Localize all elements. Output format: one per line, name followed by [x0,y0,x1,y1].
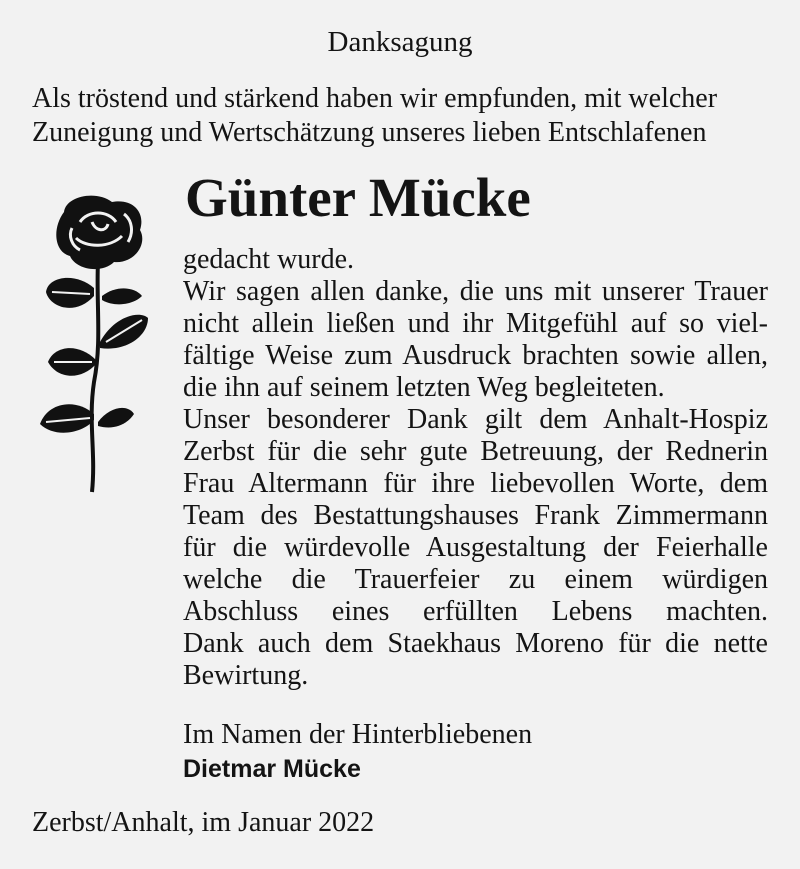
body-line: die ihn auf seinem letzten Weg begleiteten. [183,372,665,403]
body-line: für die würdevolle Ausgestaltung der Feierhalle [183,532,768,563]
body-line: Zerbst für die sehr gute Betreuung, der Rednerin [183,436,768,467]
rose-icon [36,192,156,502]
body-line: fältige Weise zum Ausdruck brachten sowie allen, [183,340,768,371]
body-line: Wir sagen allen danke, die uns mit unserer Trauer [183,276,768,307]
body-line: Unser besonderer Dank gilt dem Anhalt-Hospiz [183,404,768,435]
notice-heading: Danksagung [327,26,473,58]
body-line: gedacht wurde. [183,244,355,275]
body-line: nicht allein ließen und ihr Mitgefühl auf so viel- [183,308,768,339]
body-line: Bewirtung. [183,660,309,691]
body-line: welche die Trauerfeier zu einem würdigen [183,564,768,595]
signature-line: Im Namen der Hinterbliebenen [183,719,533,750]
body-line: Dank auch dem Staekhaus Moreno für die nette [183,628,768,659]
intro-text: Als tröstend und stärkend haben wir empfunden, mit welcher Zuneigung und Wertschätzung unseres lieben Entschlafenen [32,83,718,148]
body-text [183,244,768,692]
body-line: Abschluss eines erfüllten Lebens machten. [183,596,768,627]
signature-block [183,718,532,786]
signature-name: Dietmar Mücke [183,755,361,783]
place-date: Zerbst/Anhalt, im Januar 2022 [32,807,375,838]
body-line: Frau Altermann für ihre liebevollen Worte, dem [183,468,768,499]
body-line: Team des Bestattungshauses Frank Zimmermann [183,500,768,531]
deceased-name: Günter Mücke [185,167,531,228]
